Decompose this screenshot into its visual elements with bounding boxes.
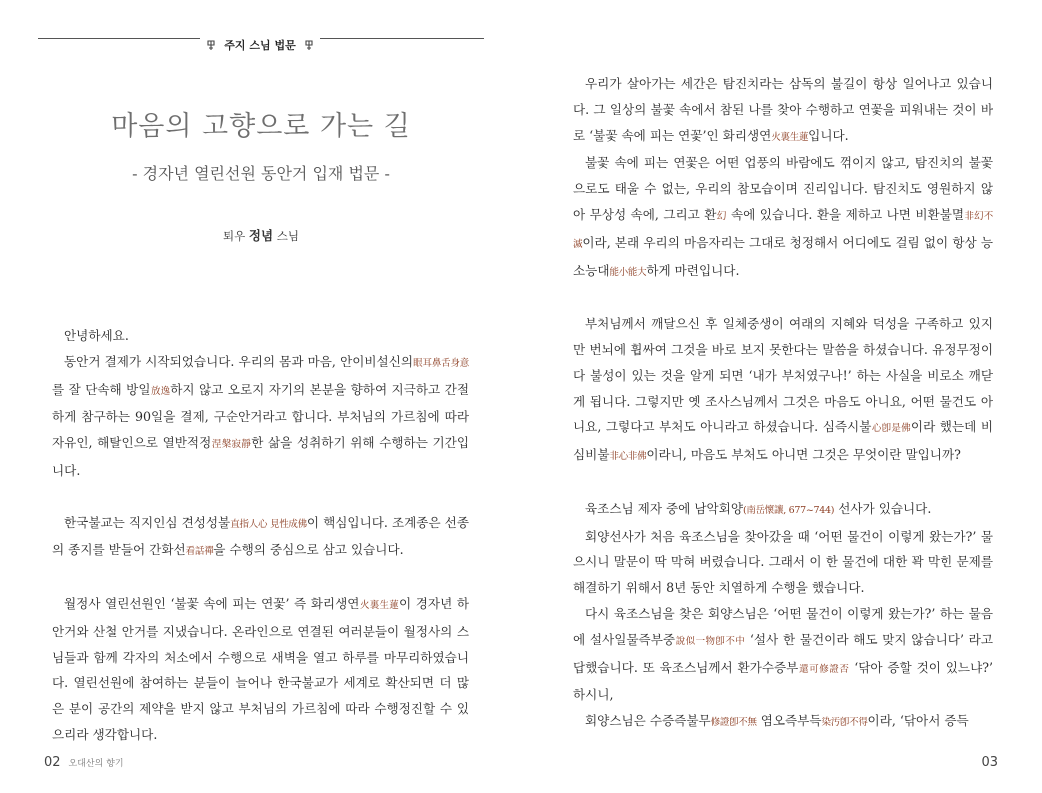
text-run: 염오즉부득	[756, 713, 822, 729]
text-run: 육조스님 제자 중에 남악회양	[585, 500, 743, 516]
section-tag	[200, 36, 320, 54]
paragraph-gap	[52, 565, 469, 591]
hanja-annotation: 心卽是佛	[871, 423, 911, 435]
text-run: 월정사 열린선원인 ‘불꽃 속에 피는 연꽃’ 즉 화리생연	[64, 595, 360, 611]
section-label: 주지 스님 법문	[224, 39, 296, 52]
article-subtitle: - 경자년 열린선원 동안거 입재 법문 -	[132, 164, 390, 183]
text-run: 다시 육조스님을 찾은 회양스님은 ‘어떤 물건이 이렇게 왔는가?’ 하는 물음에 설사일물즉부중	[573, 605, 993, 647]
body-paragraph	[52, 510, 469, 566]
paragraph-gap	[52, 484, 469, 510]
paragraph-gap	[573, 285, 993, 311]
text-run: ‘닦아 증할 것이 있느냐?’ 하시니,	[573, 659, 993, 703]
hanja-annotation: 眼耳鼻舌身意	[413, 357, 469, 369]
hanja-annotation: 能小能大	[609, 266, 647, 278]
text-run: 하게 마련입니다.	[646, 262, 740, 278]
body-paragraph	[573, 708, 993, 736]
article-title: 마음의 고향으로 가는 길	[111, 111, 411, 142]
text-run: 한국불교는 직지인심 견성성불	[64, 514, 231, 530]
author-suffix: 스님	[276, 229, 299, 243]
footer-left	[44, 755, 124, 770]
left-column-body	[52, 323, 469, 748]
hanja-annotation: 火裏生蓮	[359, 599, 400, 611]
body-paragraph	[573, 311, 993, 470]
author-name: 정념	[248, 228, 274, 243]
right-page-number: 03	[981, 755, 998, 770]
body-paragraph	[573, 601, 993, 708]
text-run: 한 삶을 성취하기 위해 수행하는 기간입니다.	[52, 435, 469, 478]
text-run: 이라니, 마음도 부처도 아니면 그것은 무엇이란 말입니까?	[646, 447, 961, 463]
hanja-annotation: 非幻不滅	[573, 210, 993, 250]
author-prefix: 퇴우	[223, 229, 246, 243]
text-run: 를 잘 단속해 방일	[52, 381, 151, 397]
left-page-number: 02	[44, 755, 61, 770]
hanja-annotation: 放逸	[150, 385, 171, 397]
body-paragraph	[52, 349, 469, 484]
hanja-annotation: 看話禪	[185, 546, 214, 558]
hanja-annotation: 涅槃寂靜	[211, 439, 252, 451]
text-run: 속에 있습니다. 환을 제하고 나면 비환불멸	[726, 206, 965, 222]
hanja-annotation: 幻	[716, 210, 727, 222]
text-run: 이라 했는데 비심비불	[573, 419, 993, 463]
dharma-right-icon	[302, 39, 314, 51]
text-run: 회양스님은 수증즉불무	[585, 713, 711, 729]
body-paragraph	[52, 323, 469, 349]
body-paragraph	[573, 150, 993, 285]
text-run: 을 수행의 중심으로 삼고 있습니다.	[213, 542, 404, 558]
body-paragraph	[573, 71, 993, 150]
text-run: 이라, 본래 우리의 마음자리는 그대로 청정해서 어디에도 걸림 없이 항상 능소능대	[573, 234, 993, 278]
text-run: 입니다.	[808, 127, 849, 143]
hanja-annotation: 非心非佛	[609, 451, 647, 463]
text-run: 안녕하세요.	[64, 328, 129, 343]
dharma-left-icon	[206, 39, 218, 51]
hanja-annotation: 染汚卽不得	[821, 717, 868, 729]
right-column-body	[573, 71, 993, 736]
hanja-annotation: 直指人心 見性成佛	[230, 518, 307, 530]
magazine-name: 오대산의 향기	[68, 759, 124, 769]
paragraph-gap	[573, 470, 993, 496]
body-paragraph	[573, 524, 993, 601]
text-run: 이라, ‘닦아서 증득	[867, 713, 969, 729]
hanja-annotation: (南岳懷讓, 677~744)	[743, 504, 835, 516]
text-run: 이 경자년 하안거와 산철 안거를 지냈습니다. 온라인으로 연결된 여러분들이 월정사의 스님들과 함께 각자의 처소에서 수행으로 새벽을 열고 하루를 마무리하였습니다. 열린선원에 참여하는 분들이 늘어나 한국불교가 세계로 확산되면 더 많은 분이 공간의 제약을 받지 않고 부처님의 가르침에 따라 수행정진할 수 있으리라 생각합니다.	[52, 595, 469, 742]
text-run: ‘설사 한 물건이라 해도 맞지 않습니다’ 라고 답했습니다. 또 육조스님께서 환가수증부	[573, 631, 994, 675]
text-run: 이 핵심입니다. 조계종은 선종의 종지를 받들어 간화선	[52, 514, 469, 558]
text-run: 하지 않고 오로지 자기의 본분을 향하여 지극하고 간절하게 참구하는 90일을 결제, 구순안거라고 합니다. 부처님의 가르침에 따라 자유인, 해탈인으로 열반적정	[52, 381, 469, 451]
text-run: 불꽃 속에 피는 연꽃은 어떤 업풍의 바람에도 꺾이지 않고, 탐진치의 불꽃으로도 태울 수 없는, 우리의 참모습이며 진리입니다. 탐진치도 영원하지 않아 무상성 속에, 그리고 환	[573, 155, 993, 222]
hanja-annotation: 修證卽不無	[710, 717, 757, 729]
text-run: 우리가 살아가는 세간은 탐진치라는 삼독의 불길이 항상 일어나고 있습니다. 그 일상의 불꽃 속에서 참된 나를 찾아 수행하고 연꽃을 피워내는 것이 바로 ‘불꽃 속에 피는 연꽃’인 화리생연	[573, 76, 993, 143]
body-paragraph	[52, 591, 469, 748]
hanja-annotation: 說似一物卽不中	[675, 635, 746, 647]
text-run: 회양선사가 처음 육조스님을 찾아갔을 때 ‘어떤 물건이 이렇게 왔는가?’ 물으시니 말문이 딱 막혀 버렸습니다. 그래서 이 한 물건에 대한 꽉 막힌 문제를 해결하기 위해서 8년 동안 치열하게 수행을 했습니다.	[573, 528, 993, 596]
hanja-annotation: 還可修證否	[798, 663, 850, 675]
text-run: 선사가 있습니다.	[834, 500, 932, 516]
author-line	[38, 226, 484, 244]
text-run: 부처님께서 깨달으신 후 일체중생이 여래의 지혜와 덕성을 구족하고 있지만 번뇌에 휩싸여 그것을 바로 보지 못한다는 말씀을 하셨습니다. 유정무정이 다 불성이 있는 것을 알게 되면 ‘내가 부처였구나!’ 하는 사실을 비로소 깨닫게 됩니다. 그렇지만 옛 조사스님께서 그것은 마음도 아니요, 어떤 물건도 아니요, 그렇다고 부처도 아니라고 하셨습니다. 심즉시불	[573, 316, 993, 435]
body-paragraph	[573, 496, 993, 524]
text-run: 동안거 결제가 시작되었습니다. 우리의 몸과 마음, 안이비설신의	[64, 353, 414, 369]
hanja-annotation: 火裏生蓮	[771, 131, 809, 143]
